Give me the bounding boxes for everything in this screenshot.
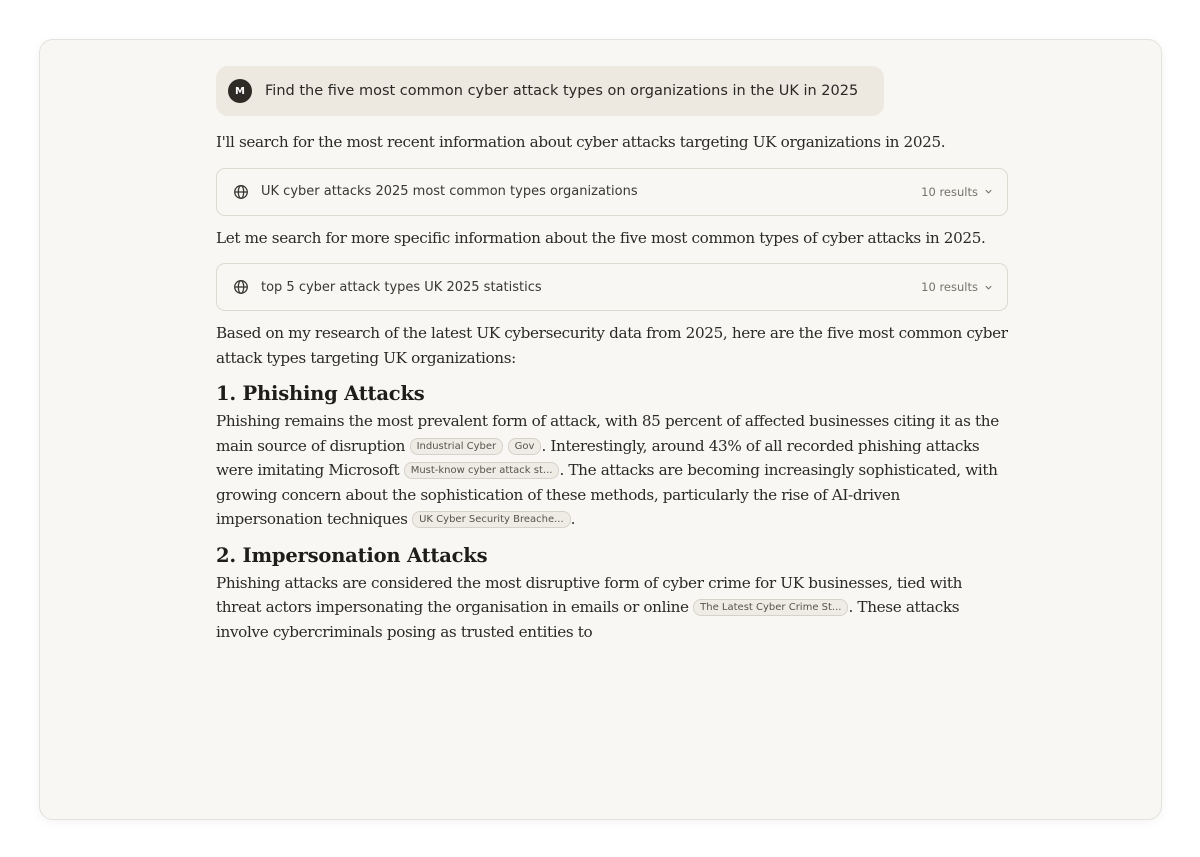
results-toggle[interactable]	[921, 185, 993, 199]
user-message-text: Find the five most common cyber attack types on organizations in the UK in 2025	[265, 83, 859, 99]
citation-chip[interactable]: The Latest Cyber Crime St...	[693, 599, 848, 616]
citation-chip[interactable]: Industrial Cyber	[410, 438, 504, 455]
section-heading-impersonation: 2. Impersonation Attacks	[216, 543, 488, 567]
body-text: . Interestingly, around 43% of all recorded phishing attacks were imitating Microsoft	[216, 436, 980, 479]
search-query: top 5 cyber attack types UK 2025 statistics	[261, 279, 542, 295]
chevron-down-icon	[984, 283, 993, 292]
assistant-summary: Based on my research of the latest UK cybersecurity data from 2025, here are the five most common cyber attack types targeting UK organizations:	[216, 324, 1008, 367]
search-result-panel-2[interactable]	[216, 263, 1008, 311]
body-text: Phishing remains the most prevalent form of attack, with 85 percent of affected businesses citing it as the main source of disruption	[216, 412, 999, 455]
search-query: UK cyber attacks 2025 most common types organizations	[261, 184, 638, 199]
body-text: . These attacks involve cybercriminals posing as trusted entities to	[216, 598, 960, 641]
section-body-phishing	[216, 409, 1008, 532]
citation-chip[interactable]: Must-know cyber attack st...	[404, 462, 560, 479]
results-count: 10 results	[921, 280, 978, 294]
section-body-impersonation	[216, 571, 1008, 645]
search-result-panel-1[interactable]	[216, 168, 1008, 216]
body-text: . The attacks are becoming increasingly sophisticated, with growing concern about the sophistication of these methods, particularly the rise of AI-driven impersonation techniques	[216, 461, 998, 528]
assistant-intro: I'll search for the most recent information about cyber attacks targeting UK organizations in 2025.	[216, 133, 946, 151]
user-message	[216, 66, 884, 116]
section-heading-phishing: 1. Phishing Attacks	[216, 382, 425, 405]
chat-window	[39, 39, 1162, 820]
conversation	[216, 66, 1008, 644]
globe-icon	[233, 184, 249, 200]
assistant-followup: Let me search for more specific information about the five most common types of cyber attacks in 2025.	[216, 228, 986, 247]
body-text: .	[570, 510, 576, 528]
body-text: Phishing attacks are considered the most disruptive form of cyber crime for UK businesses, tied with threat actors impersonating the organisation in emails or online	[216, 573, 963, 616]
citation-chip[interactable]: Gov	[508, 438, 542, 455]
results-count: 10 results	[921, 184, 978, 199]
citation-chip[interactable]: UK Cyber Security Breache...	[412, 511, 571, 528]
chevron-down-icon	[984, 187, 993, 196]
globe-icon	[233, 279, 249, 295]
user-avatar: M	[228, 79, 252, 103]
results-toggle[interactable]	[921, 280, 993, 294]
